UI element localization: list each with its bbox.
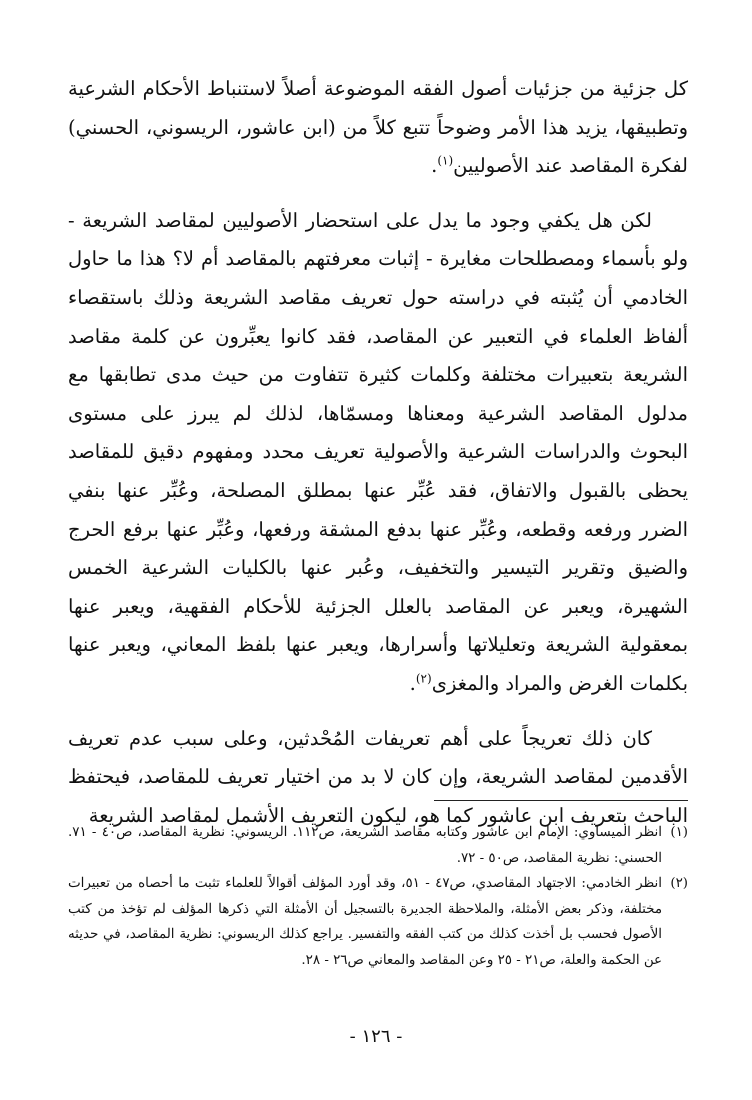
footnote-2-text: انظر الخادمي: الاجتهاد المقاصدي، ص٤٧ - ٥١، وقد أورد المؤلف أقوالاً للعلماء تثبت ما أحصاه من تعبيرات مختلفة، وذكر بعض الأمثلة، والملاحظة الجديرة بالتسجيل أن الأمثلة التي ذكرها المؤلف لم تؤخذ من كتب الأصول فحسب بل أخذت كذلك من كتب الفقه والتفسير. يراجع كذلك الريسوني: نظرية المقاصد، في حديثه عن الحكمة والعلة، ص٢١ - ٢٥ وعن المقاصد والمعاني ص٢٦ - ٢٨. bbox=[68, 876, 662, 968]
footnote-separator bbox=[434, 800, 688, 801]
footnotes bbox=[68, 820, 688, 974]
footnote-ref-1[interactable]: (١) bbox=[437, 153, 454, 168]
paragraph-2-period: . bbox=[409, 671, 416, 695]
paragraph-2-text: لكن هل يكفي وجود ما يدل على استحضار الأصوليين لمقاصد الشريعة - ولو بأسماء ومصطلحات مغايرة - إثبات معرفتهم بالمقاصد أم لا؟ هذا ما حاول الخادمي أن يُثبته في دراسته حول تعريف مقاصد الشريعة وذلك باستقصاء ألفاظ العلماء في التعبير عن المقاصد، فقد كانوا يعبِّرون عن كلمة مقاصد الشريعة بتعبيرات مختلفة وكلمات كثيرة تتفاوت من حيث مدى تطابقها مع مدلول المقاصد الشرعية ومعناها ومسمّاها، لذلك لم يبرز على مستوى البحوث والدراسات الشرعية والأصولية تعريف محدد ومفهوم دقيق للمقاصد يحظى بالقبول والاتفاق، فقد عُبِّر عنها بمطلق المصلحة، وعُبِّر عنها بنفي الضرر ورفعه وقطعه، وعُبِّر عنها بدفع المشقة ورفعها، وعُبِّر عنها برفع الحرج والضيق وتقرير التيسير والتخفيف، وعُبر عنها بالكليات الشرعية الخمس الشهيرة، ويعبر عن المقاصد بالعلل الجزئية للأحكام الفقهية، ويعبر عنها بمعقولية الشريعة وتعليلاتها وأسرارها، ويعبر عنها بلفظ المعاني، ويعبر عنها بكلمات الغرض والمراد والمغزى bbox=[68, 208, 688, 695]
paragraph-3 bbox=[68, 720, 688, 836]
main-text bbox=[68, 70, 688, 835]
footnote-2 bbox=[68, 871, 688, 973]
footnote-ref-2[interactable]: (٢) bbox=[415, 671, 432, 686]
paragraph-2 bbox=[68, 202, 688, 704]
footnote-1-text: انظر الميساوي: الإمام ابن عاشور وكتابه مقاصد الشريعة، ص١١٢. الريسوني: نظرية المقاصد، ص٤٠ - ٧١. الحسني: نظرية المقاصد، ص٥٠ - ٧٢. bbox=[68, 825, 662, 866]
paragraph-1-text: كل جزئية من جزئيات أصول الفقه الموضوعة أصلاً لاستنباط الأحكام الشرعية وتطبيقها، يزيد هذا الأمر وضوحاً تتبع كلاً من (ابن عاشور، الريسوني، الحسني) لفكرة المقاصد عند الأصوليين bbox=[68, 77, 688, 178]
footnote-2-number: (٢) bbox=[670, 876, 688, 892]
paragraph-3-text: كان ذلك تعريجاً على أهم تعريفات المُحْدثين، وعلى سبب عدم تعريف الأقدمين لمقاصد الشريعة، وإن كان لا بد من اختيار تعريف للمقاصد، فيحتفظ الباحث بتعريف ابن عاشور كما هو، ليكون التعريف الأشمل لمقاصد الشريعة bbox=[68, 726, 688, 827]
footnote-1-number: (١) bbox=[670, 825, 688, 840]
paragraph-1-period: . bbox=[431, 154, 438, 178]
page-number: - ١٢٦ - bbox=[349, 1026, 403, 1047]
footnote-1 bbox=[68, 820, 688, 871]
paragraph-1 bbox=[68, 70, 688, 186]
